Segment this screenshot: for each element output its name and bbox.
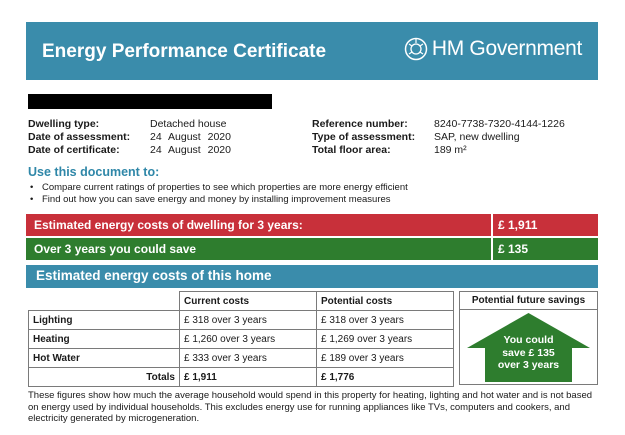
future-savings-line: You could [503, 334, 554, 346]
row-label-heating: Heating [29, 330, 180, 349]
certificate-header [26, 22, 598, 80]
future-savings-box [459, 309, 598, 385]
reference-label: Reference number: [312, 118, 408, 130]
footnote: These figures show how much the average household would spend in this property for heating, lighting and hot water and is not based on energy used by individual households. This excludes energy use for running appliances like TVs, computers and cookers, and electricity generated by microgeneration. [28, 390, 593, 424]
potential-costs-header: Potential costs [317, 292, 454, 311]
floor-area-label: Total floor area: [312, 144, 391, 156]
totals-current: £ 1,911 [180, 368, 317, 387]
savings-amount: £ 135 [498, 242, 529, 256]
future-savings-text [460, 334, 597, 372]
use-bullet: • Compare current ratings of properties to see which properties are more energy efficient [30, 182, 408, 194]
dwelling-type-label: Dwelling type: [28, 118, 100, 130]
row-label-lighting: Lighting [29, 311, 180, 330]
estimated-costs-bar [26, 214, 598, 236]
future-savings-header: Potential future savings [459, 291, 598, 310]
costs-section-title: Estimated energy costs of this home [36, 268, 272, 283]
savings-bar [26, 238, 598, 260]
heating-current: £ 1,260 over 3 years [180, 330, 317, 349]
costs-section-header [26, 265, 598, 288]
bar-divider [491, 238, 493, 260]
use-document-title: Use this document to: [28, 165, 160, 179]
table-row [29, 349, 454, 368]
dwelling-info-right [312, 118, 565, 157]
estimated-costs-amount: £ 1,911 [498, 218, 538, 232]
future-savings-line: save £ 135 [502, 346, 555, 359]
table-header-blank [29, 292, 180, 311]
savings-label: Over 3 years you could save [34, 242, 197, 256]
hm-government-logo [404, 37, 582, 61]
hot-water-current: £ 333 over 3 years [180, 349, 317, 368]
use-bullet-list [30, 182, 408, 206]
totals-row [29, 368, 454, 387]
royal-crest-icon [404, 37, 428, 61]
totals-label: Totals [29, 368, 180, 387]
heating-potential: £ 1,269 over 3 years [317, 330, 454, 349]
assessment-date-value: 24 August 2020 [150, 131, 231, 143]
costs-table [28, 291, 454, 387]
assessment-date-label: Date of assessment: [28, 131, 131, 143]
certificate-title: Energy Performance Certificate [42, 41, 327, 62]
current-costs-header: Current costs [180, 292, 317, 311]
bar-divider [491, 214, 493, 236]
future-savings-line: over 3 years [497, 359, 560, 371]
table-row [29, 330, 454, 349]
certificate-date-label: Date of certificate: [28, 144, 120, 156]
reference-value: 8240-7738-7320-4144-1226 [434, 118, 565, 130]
assessment-type-label: Type of assessment: [312, 131, 416, 143]
table-row [29, 311, 454, 330]
use-bullet: • Find out how you can save energy and money by installing improvement measures [30, 194, 408, 206]
lighting-current: £ 318 over 3 years [180, 311, 317, 330]
estimated-costs-label: Estimated energy costs of dwelling for 3 years: [34, 218, 303, 232]
table-header-row [29, 292, 454, 311]
dwelling-type-value: Detached house [150, 118, 227, 130]
gov-label: HM Government [431, 37, 582, 60]
floor-area-value: 189 m² [434, 144, 467, 156]
assessment-type-value: SAP, new dwelling [434, 131, 520, 143]
certificate-date-value: 24 August 2020 [150, 144, 231, 156]
hot-water-potential: £ 189 over 3 years [317, 349, 454, 368]
redacted-address [28, 94, 272, 109]
dwelling-info-left [28, 118, 231, 157]
row-label-hot-water: Hot Water [29, 349, 180, 368]
lighting-potential: £ 318 over 3 years [317, 311, 454, 330]
totals-potential: £ 1,776 [317, 368, 454, 387]
